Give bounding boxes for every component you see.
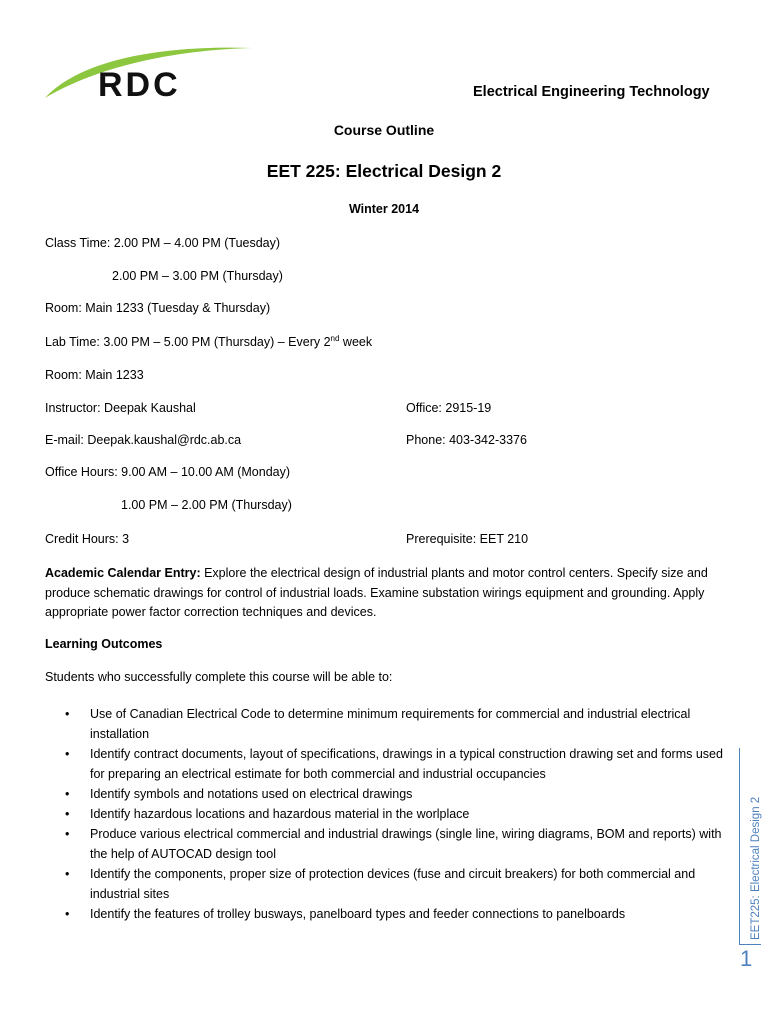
outline-title: Course Outline [333,122,435,138]
credit-hours: Credit Hours: 3 [45,532,130,546]
bullet-icon: • [65,907,70,921]
phone: Phone: 403-342-3376 [406,433,527,447]
lab-time-text: Lab Time: 3.00 PM – 5.00 PM (Thursday) – Every 2 [45,335,331,350]
department-name: Electrical Engineering Technology [473,84,710,100]
class-time-thursday: 2.00 PM – 3.00 PM (Thursday) [112,269,283,283]
office-hours-thursday: 1.00 PM – 2.00 PM (Thursday) [121,498,292,512]
list-item [45,744,725,784]
lab-time-superscript: nd [330,334,340,343]
bullet-icon: • [65,867,70,881]
list-item-text: Identify symbols and notations used on electrical drawings [90,787,413,801]
rdc-logo [40,40,260,110]
list-item-text: Identify contract documents, layout of specifications, drawings in a typical construction drawing set and forms used for preparing an electrical estimate for both commercial and industrial occupancies [90,747,723,781]
term: Winter 2014 [348,202,420,216]
list-item-text: Identify the features of trolley busways, panelboard types and feeder connections to panelboards [90,907,626,921]
list-item [45,804,725,824]
logo-swoosh-icon [40,40,260,110]
bullet-icon: • [65,707,70,721]
list-item-text: Identify hazardous locations and hazardous material in the worlplace [90,807,470,821]
page-number-divider [739,944,761,945]
bullet-icon: • [65,827,70,841]
bullet-icon: • [65,807,70,821]
calendar-entry-label: Academic Calendar Entry: [45,566,201,580]
list-item-text: Identify the components, proper size of protection devices (fuse and circuit breakers) for both commercial and industrial sites [90,867,696,901]
list-item [45,704,725,744]
office-hours-monday: Office Hours: 9.00 AM – 10.00 AM (Monday) [45,465,291,479]
prerequisite: Prerequisite: EET 210 [406,532,529,546]
list-item [45,784,725,804]
bullet-icon: • [65,747,70,761]
learning-outcomes-heading: Learning Outcomes [45,637,163,651]
lab-time-suffix: week [339,335,373,350]
office: Office: 2915-19 [406,401,492,415]
room-class: Room: Main 1233 (Tuesday & Thursday) [45,301,271,315]
calendar-entry-text: Explore the electrical design of industrial plants and motor control centers. Specify size and produce schematic drawings for control of industrial loads. Examine substation wirings equipment and grounding. Apply appropriate power factor correction techniques and devices. [45,566,708,619]
logo-text: RDC [98,66,181,104]
instructor: Instructor: Deepak Kaushal [45,401,196,415]
calendar-entry [45,564,725,623]
bullet-icon: • [65,787,70,801]
learning-outcomes-list [45,704,725,924]
list-item [45,904,725,924]
sidebar-course-label: EET225: Electrical Design 2 [750,796,762,940]
list-item-text: Produce various electrical commercial and industrial drawings (single line, wiring diagrams, BOM and reports) with the help of AUTOCAD design tool [90,827,722,861]
learning-outcomes-intro: Students who successfully complete this course will be able to: [45,670,393,684]
list-item [45,824,725,864]
class-time-tuesday: Class Time: 2.00 PM – 4.00 PM (Tuesday) [45,236,281,250]
list-item [45,864,725,904]
room-lab: Room: Main 1233 [45,368,144,382]
sidebar-divider [739,748,740,944]
list-item-text: Use of Canadian Electrical Code to determine minimum requirements for commercial and industrial electrical installation [90,707,691,741]
lab-time [45,334,372,349]
page-number: 1 [740,946,753,971]
email: E-mail: Deepak.kaushal@rdc.ab.ca [45,433,242,447]
course-title: EET 225: Electrical Design 2 [266,161,502,181]
